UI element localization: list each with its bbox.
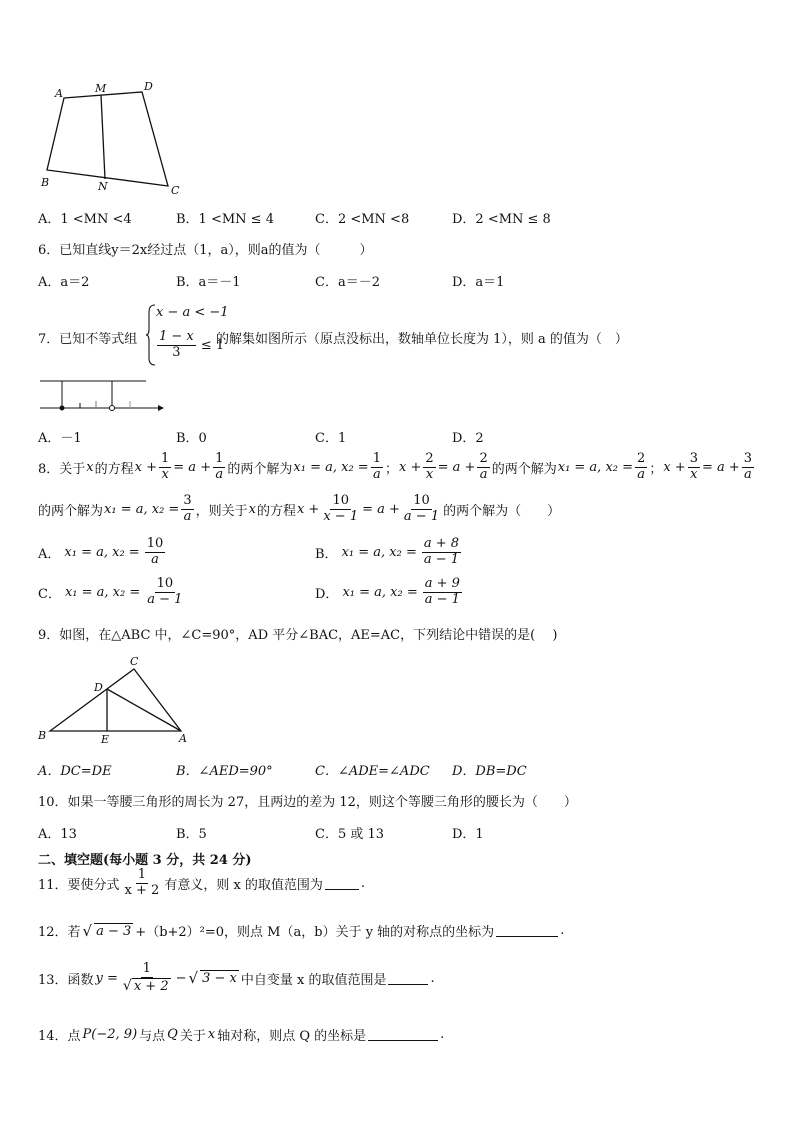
q8-eq3-lhs: x +	[663, 459, 686, 475]
q14-mid: 与点	[139, 1029, 166, 1044]
q7-frac-den: 3	[172, 344, 181, 360]
q13-y: y =	[95, 970, 118, 986]
q7-suffix: 的解集如图所示（原点没标出，数轴单位长度为 1），则 a 的值为（ ）	[216, 332, 628, 347]
q13-num: 1	[142, 961, 151, 976]
q8-eq2-num2: 2	[479, 451, 488, 466]
q8-sol1-den: a	[372, 466, 381, 482]
q8-sol-pre-2: x₁ = a, x₂ =	[557, 459, 634, 475]
q13-minus: −	[175, 970, 187, 986]
sqrt-icon-2: √	[122, 977, 132, 994]
q9-question: 9．如图，在△ABC 中，∠C=90°，AD 平分∠BAC，AE=AC，下列结论中错误的是( )	[38, 628, 558, 643]
q8-option-c-den: a − 1	[147, 591, 183, 607]
q8-option-d[interactable]	[315, 577, 463, 608]
q8-sep-1: ；	[384, 461, 398, 477]
q13-den-sqrt: x + 2	[133, 978, 169, 994]
q8-eq3-den2: a	[744, 466, 752, 482]
q8-line-1	[38, 452, 755, 483]
triangle-figure	[36, 653, 196, 745]
q8-option-c-num: 10	[156, 576, 174, 591]
q8-sol3-den: a	[183, 508, 192, 524]
q13-answer-blank[interactable]	[388, 972, 428, 985]
q5-option-b[interactable]: B．1 <MN ≤ 4	[176, 212, 274, 227]
q12-mid: +（b+2）²=0，则点 M（a，b）关于 y 轴的对称点的坐标为	[135, 925, 495, 940]
q6-question: 6．已知直线y＝2x经过点（1，a），则a的值为（ ）	[38, 243, 373, 258]
q8-option-a[interactable]	[38, 537, 166, 568]
q5-option-d[interactable]: D．2 <MN ≤ 8	[452, 212, 551, 227]
sqrt-icon-3: √	[188, 969, 199, 988]
q6-option-b[interactable]: B．a＝－1	[176, 275, 241, 290]
sqrt-icon: √	[82, 921, 93, 940]
q13-sqrt: 3 − x	[202, 971, 237, 987]
q8-sol-pre-1: x₁ = a, x₂ =	[293, 459, 369, 475]
q14-end: .	[440, 1027, 445, 1042]
q13-pre: 13．函数	[38, 972, 94, 988]
q8-eq1-den2: a	[215, 466, 224, 482]
q5-option-a[interactable]: A．1 <MN <4	[38, 212, 132, 227]
q11-num: 1	[137, 867, 147, 882]
q11-answer-blank[interactable]	[325, 877, 359, 890]
q8-sol1-num: 1	[372, 451, 381, 466]
q8-eq2-rhs: = a +	[437, 459, 476, 475]
q8-option-d-den: a − 1	[424, 591, 460, 607]
q6-option-a[interactable]: A．a＝2	[38, 275, 90, 290]
q8-eq4-lhs: x +	[296, 501, 320, 517]
q7-option-a[interactable]: A．－1	[38, 431, 82, 446]
q8-sol2-num: 2	[637, 451, 646, 466]
q10-question: 10．如果一等腰三角形的周长为 27，且两边的差为 12，则这个等腰三角形的腰长为（ ）	[38, 795, 577, 810]
section-heading: 二、填空题(每小题 3 分，共 24 分)	[38, 853, 252, 868]
q9-option-a[interactable]: A．DC=DE	[38, 764, 112, 779]
q6-option-c[interactable]: C．a＝－2	[315, 275, 380, 290]
q12-end: .	[560, 923, 565, 938]
q8-option-c-label: C．	[38, 586, 61, 602]
q8-var-2: x	[248, 501, 256, 517]
q7-prefix: 7．已知不等式组	[38, 332, 138, 347]
q8-eq1-num: 1	[161, 451, 170, 466]
label-M: M	[95, 82, 107, 95]
label-B: B	[41, 176, 50, 189]
q8-var: x	[86, 459, 94, 475]
q8-then-about: ，则关于	[195, 503, 248, 519]
q12-question	[38, 921, 564, 940]
q7-inequality-1: x − a < −1	[156, 305, 229, 320]
q8-option-c[interactable]	[38, 577, 185, 608]
q10-option-d[interactable]: D．1	[452, 827, 484, 842]
q9-option-c[interactable]: C．∠ADE=∠ADC	[315, 764, 430, 779]
q8-eq1-lhs: x +	[134, 459, 157, 475]
label-D: D	[144, 80, 153, 93]
q14-point-p: P(−2, 9)	[82, 1027, 138, 1042]
q8-option-a-label: A．	[38, 546, 61, 562]
q11-den: x + 2	[124, 882, 160, 898]
label-C: C	[171, 184, 180, 197]
q8-eq2-den2: a	[479, 466, 488, 482]
q8-sol-text-3: 的两个解为	[38, 503, 104, 519]
q14-question	[38, 1025, 444, 1044]
q8-option-b-num: a + 8	[423, 536, 460, 551]
q8-eq4-num: 10	[332, 493, 349, 508]
q9-option-d[interactable]: D．DB=DC	[452, 764, 527, 779]
q8-eq1-den: x	[161, 466, 169, 482]
q9-option-b[interactable]: B．∠AED=90°	[176, 764, 273, 779]
q8-eq2-den: x	[425, 466, 434, 482]
q7-option-b[interactable]: B．0	[176, 431, 207, 446]
number-line-figure	[36, 376, 164, 416]
q14-answer-blank[interactable]	[368, 1028, 438, 1041]
label-A: A	[55, 87, 63, 100]
q8-option-d-pre: x₁ = a, x₂ =	[342, 584, 418, 600]
q10-option-a[interactable]: A．13	[38, 827, 77, 842]
label-A-tri: A	[179, 732, 187, 745]
q7-frac-num: 1 − x	[159, 329, 194, 344]
q7-leq: ≤ 1	[200, 337, 225, 353]
q13-end: .	[430, 970, 435, 986]
q14-pre: 14．点	[38, 1029, 81, 1044]
q8-question-end: 的两个解为（ ）	[443, 503, 561, 519]
q8-eq4-den: x − 1	[323, 508, 359, 524]
q11-post: 有意义，则 x 的取值范围为	[164, 877, 323, 893]
quadrilateral-figure	[38, 78, 188, 198]
label-E-tri: E	[101, 733, 110, 745]
q8-line-2	[38, 494, 560, 525]
label-C-tri: C	[130, 655, 139, 668]
q8-eq3-num: 3	[689, 451, 698, 466]
q8-eq2-lhs: x +	[398, 459, 422, 475]
label-D-tri: D	[94, 681, 103, 694]
q10-option-b[interactable]: B．5	[176, 827, 207, 842]
q8-option-d-label: D．	[315, 586, 339, 602]
q8-option-d-num: a + 9	[424, 576, 460, 591]
q8-option-a-pre: x₁ = a, x₂ =	[64, 544, 140, 560]
q8-option-b-pre: x₁ = a, x₂ =	[341, 544, 417, 560]
q7-option-d[interactable]: D．2	[452, 431, 484, 446]
q12-pre: 12．若	[38, 925, 81, 940]
label-N: N	[98, 180, 108, 193]
q8-option-c-pre: x₁ = a, x₂ =	[64, 584, 141, 600]
q8-option-b[interactable]	[315, 537, 462, 568]
q8-eq1-rhs: = a +	[173, 459, 212, 475]
q8-option-b-den: a − 1	[423, 551, 460, 567]
q8-eq3-num2: 3	[743, 451, 753, 466]
q8-sol-pre-3: x₁ = a, x₂ =	[104, 501, 180, 517]
q8-eq4-rhs: = a +	[362, 501, 400, 517]
q13-question	[38, 962, 435, 995]
q13-post: 中自变量 x 的取值范围是	[240, 972, 387, 988]
q14-mid2: 关于	[179, 1029, 206, 1044]
q8-eq3-den: x	[690, 466, 698, 482]
q7-option-c[interactable]: C．1	[315, 431, 347, 446]
q8-eq1-num2: 1	[215, 451, 224, 466]
q14-point-q: Q	[167, 1027, 178, 1042]
q8-option-b-label: B．	[315, 546, 338, 562]
q8-option-a-den: a	[151, 551, 159, 567]
q7-inequality-2	[156, 330, 224, 361]
q8-sol3-num: 3	[183, 493, 192, 508]
q8-eq2-num: 2	[425, 451, 434, 466]
label-B-tri: B	[38, 729, 47, 742]
q8-eq4-num2: 10	[413, 493, 430, 508]
q14-x: x	[207, 1027, 216, 1042]
q12-answer-blank[interactable]	[496, 924, 558, 937]
q5-option-c[interactable]: C．2 <MN <8	[315, 212, 410, 227]
q11-question	[38, 868, 365, 899]
q8-eq-word: 的方程	[94, 461, 134, 477]
q8-sep-2: ；	[649, 461, 663, 477]
q8-sol-text-2: 的两个解为	[491, 461, 557, 477]
q8-sol2-den: a	[637, 466, 646, 482]
q12-sqrt: a − 3	[96, 923, 132, 939]
q8-intro: 8．关于	[38, 461, 86, 477]
q8-eq4-den2: a − 1	[403, 508, 440, 524]
q8-sol-text-1: 的两个解为	[227, 461, 293, 477]
q8-eq3-rhs: = a +	[701, 459, 740, 475]
q8-option-a-num: 10	[146, 536, 164, 551]
q14-post: 轴对称，则点 Q 的坐标是	[217, 1029, 367, 1044]
q6-option-d[interactable]: D．a＝1	[452, 275, 505, 290]
q11-pre: 11．要使分式	[38, 877, 120, 893]
q10-option-c[interactable]: C．5 或 13	[315, 827, 385, 842]
q11-end: .	[360, 875, 366, 891]
q8-eq-word-2: 的方程	[256, 503, 296, 519]
